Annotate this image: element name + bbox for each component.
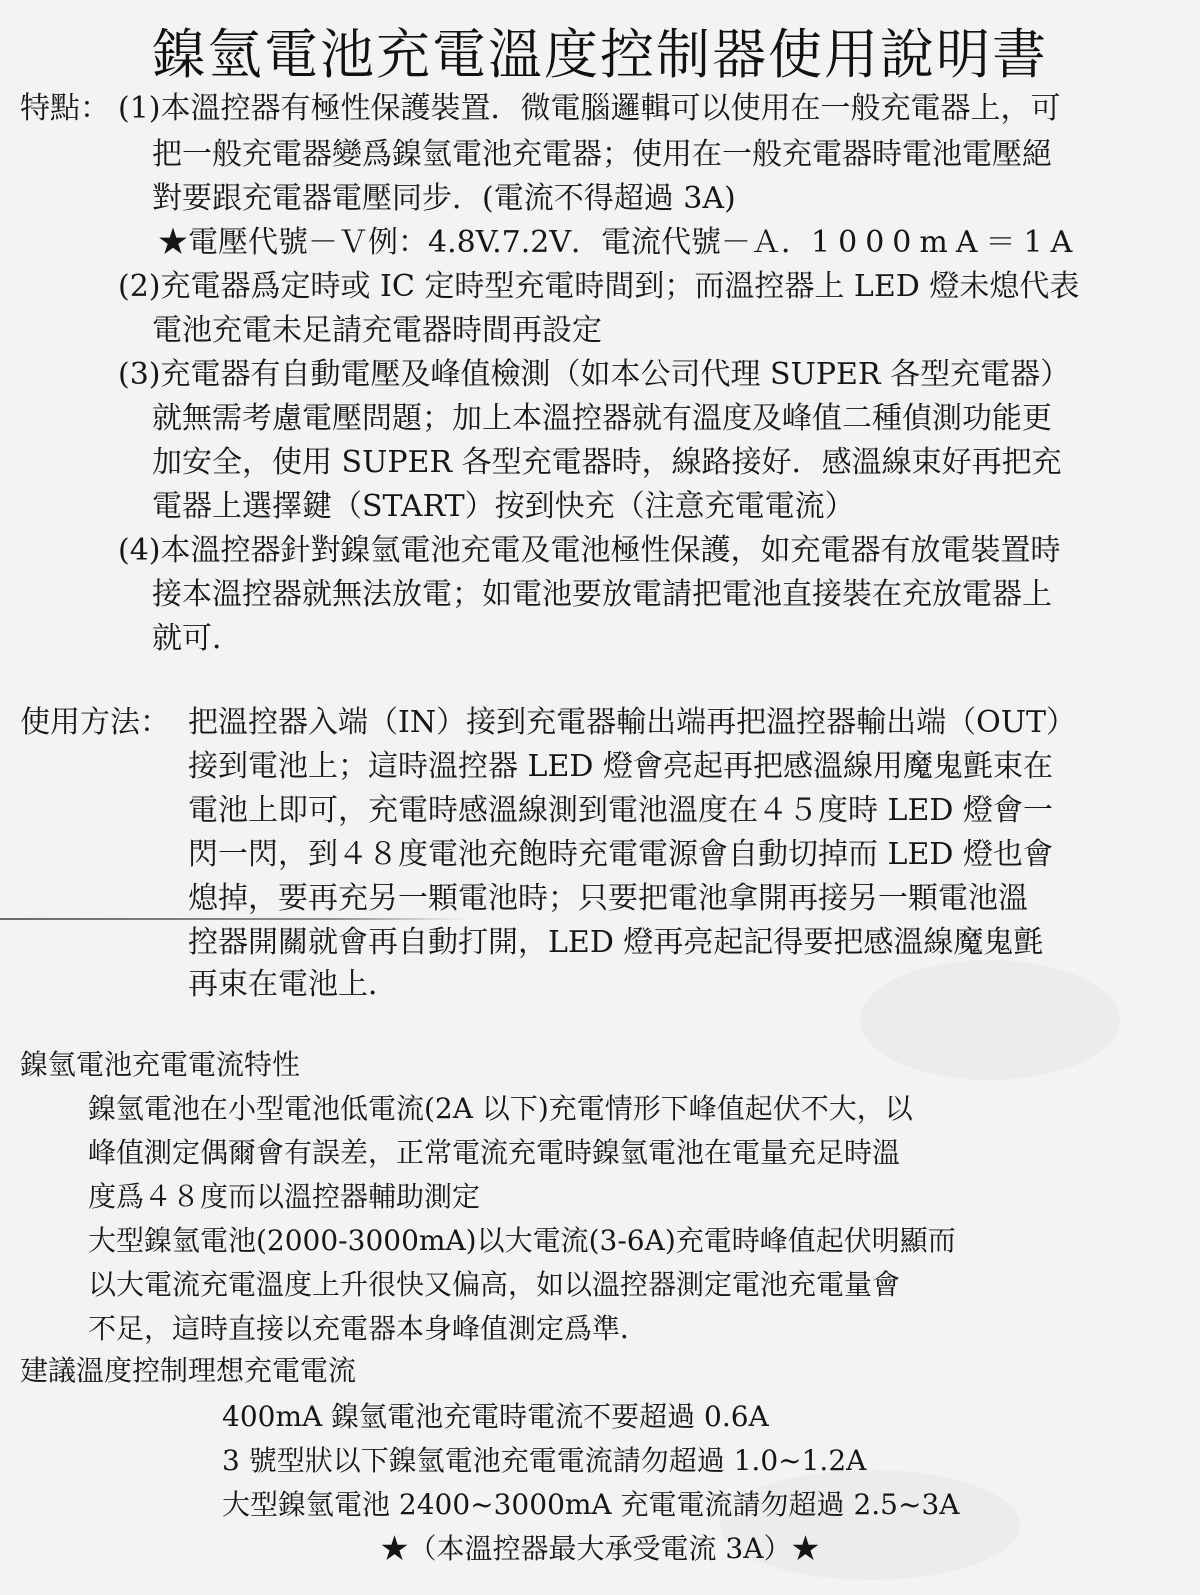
usage-line-4: 閃一閃，到４８度電池充飽時充電電源會自動切掉而 LED 燈也會 bbox=[188, 837, 1053, 872]
characteristics-line-4: 大型鎳氫電池(2000-3000mA)以大電流(3-6A)充電時峰值起伏明顯而 bbox=[88, 1224, 956, 1257]
usage-line-1: 把溫控器入端（IN）接到充電器輸出端再把溫控器輸出端（OUT） bbox=[188, 705, 1076, 740]
recommendation-line-1: 400mA 鎳氫電池充電時電流不要超過 0.6A bbox=[222, 1400, 769, 1433]
feature-3-line-4: 電器上選擇鍵（START）按到快充（注意充電電流） bbox=[152, 489, 855, 524]
usage-line-7: 再束在電池上． bbox=[188, 967, 398, 1002]
feature-1-line-1: (1)本溫控器有極性保護裝置．微電腦邏輯可以使用在一般充電器上，可 bbox=[118, 91, 1061, 126]
feature-1-line-3: 對要跟充電器電壓同步．(電流不得超過 3A) bbox=[152, 181, 736, 216]
characteristics-line-5: 以大電流充電溫度上升很快又偏高，如以溫控器測定電池充電量會 bbox=[88, 1268, 901, 1301]
scan-smudge bbox=[860, 960, 1120, 1080]
document-title: 鎳氫電池充電溫度控制器使用說明書 bbox=[152, 23, 1048, 86]
characteristics-line-2: 峰值測定偶爾會有誤差，正常電流充電時鎳氫電池在電量充足時溫 bbox=[88, 1136, 901, 1169]
feature-4-line-1: (4)本溫控器針對鎳氫電池充電及電池極性保護，如充電器有放電裝置時 bbox=[118, 533, 1061, 568]
feature-3-line-2: 就無需考慮電壓問題；加上本溫控器就有溫度及峰值二種偵測功能更 bbox=[152, 401, 1052, 436]
recommendation-line-3: 大型鎳氫電池 2400~3000mA 充電電流請勿超過 2.5~3A bbox=[222, 1488, 960, 1521]
usage-line-2: 接到電池上；這時溫控器 LED 燈會亮起再把感溫線用魔鬼氈束在 bbox=[188, 749, 1053, 784]
recommendation-line-2: 3 號型狀以下鎳氫電池充電電流請勿超過 1.0~1.2A bbox=[222, 1444, 867, 1477]
fold-line bbox=[0, 918, 470, 920]
feature-2-line-1: (2)充電器爲定時或 IC 定時型充電時間到；而溫控器上 LED 燈未熄代表 bbox=[118, 269, 1080, 304]
usage-line-3: 電池上即可，充電時感溫線測到電池溫度在４５度時 LED 燈會一 bbox=[188, 793, 1053, 828]
feature-4-line-3: 就可． bbox=[152, 621, 242, 656]
characteristics-heading: 鎳氫電池充電電流特性 bbox=[20, 1048, 301, 1081]
characteristics-line-3: 度爲４８度而以溫控器輔助測定 bbox=[88, 1180, 481, 1213]
feature-1-note-prefix: ★電壓代號－Ｖ例：4.8V.7.2V．電流代號－Ａ． bbox=[158, 225, 812, 260]
recommendation-footer: ★（本溫控器最大承受電流 3A）★ bbox=[380, 1532, 820, 1565]
feature-3-line-3: 加安全，使用 SUPER 各型充電器時，線路接好．感溫線束好再把充 bbox=[152, 445, 1062, 480]
usage-label: 使用方法： bbox=[20, 705, 170, 740]
feature-3-line-1: (3)充電器有自動電壓及峰值檢測（如本公司代理 SUPER 各型充電器） bbox=[118, 357, 1071, 392]
characteristics-line-1: 鎳氫電池在小型電池低電流(2A 以下)充電情形下峰值起伏不大，以 bbox=[88, 1092, 913, 1125]
usage-line-5: 熄掉，要再充另一顆電池時；只要把電池拿開再接另一顆電池溫 bbox=[188, 881, 1028, 916]
recommendation-heading: 建議溫度控制理想充電電流 bbox=[20, 1354, 357, 1387]
feature-1-note bbox=[158, 224, 1080, 262]
features-label: 特點： bbox=[20, 91, 110, 126]
usage-line-6: 控器開關就會再自動打開，LED 燈再亮起記得要把感溫線魔鬼氈 bbox=[188, 925, 1044, 960]
feature-4-line-2: 接本溫控器就無法放電；如電池要放電請把電池直接裝在充放電器上 bbox=[152, 577, 1052, 612]
feature-1-line-2: 把一般充電器變爲鎳氫電池充電器；使用在一般充電器時電池電壓絕 bbox=[152, 137, 1052, 172]
feature-1-note-suffix: 1000mA＝1A bbox=[811, 225, 1081, 260]
feature-2-line-2: 電池充電未足請充電器時間再設定 bbox=[152, 313, 602, 348]
characteristics-line-6: 不足，這時直接以充電器本身峰值測定爲準． bbox=[88, 1312, 649, 1345]
